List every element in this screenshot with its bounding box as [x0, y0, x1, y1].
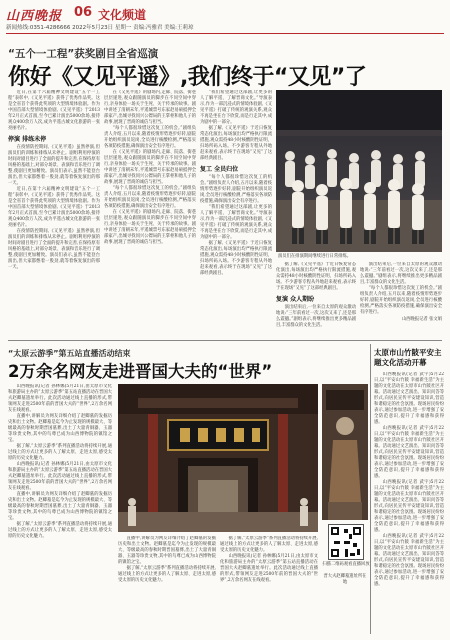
- channel-name: 文化频道: [98, 8, 147, 22]
- paragraph: 据了解,“太原云游季”系列直播活动将持续开展,通过线上的方式让更多的人了解太原、走进太原,感受太原的历史文化魅力。: [8, 522, 112, 539]
- paragraph: 山西晚报讯(记者 武宇)5月22日,以“平安山竹陂 幸福新生活”为主题的文化活动在太原市山竹陂社区开幕。活动通过文艺演出、知识问答等形式,向居民宣传平安建设知识,营造和谐稳定的社会氛围。现场居民纷纷表示,通过参加活动,进一步增强了安全防范意识,提升了幸福感和获得感。: [374, 426, 444, 479]
- paragraph: 据了解,“太原云游季”系列直播活动将持续开展,通过线上的方式让更多的人了解太原、走进太原,感受太原的历史文化魅力。: [220, 536, 318, 553]
- paragraph: 演出结束后,一位来自太原的观众激动地说:“三年前看过一次,这次又来了,还是那么震撼。”剧组表示,将继续推出更多精品剧目,丰富群众的文化生活。: [276, 305, 356, 328]
- statue-photo: [322, 384, 368, 520]
- paragraph: 近日,在第十六届精神文明建设“五个一工程”表彰中,《又见平遥》获得了优秀作品奖。这是全省首个获得此奖项的大型情境体验剧。作为中国首部大型情境体验剧,《又见平遥》于2013年2月正式首演,至今已累计演出5000余场,接待观众400余万人次,成为平遥古城文化旅游的一张亮丽名片。: [8, 90, 100, 131]
- paragraph: “我们希望通过这部剧,让更多的人了解平遥、了解晋商文化。”导演表示,作为一部沉浸式的情境体验剧,《又见平遥》打破了传统的观演关系,观众不再是坐在台下欣赏,而是行走其中,成为剧中的一部分。: [200, 90, 272, 125]
- paragraph: 山西晚报讯(记者 孙林娜)5月21日,由太原市文化和旅游局主办的“太原云游季”第五站直播活动在晋国大夫赵卿墓遗址举行。此次活动通过线上直播的形式,带领网友走进2500年前的晋国大夫的“世界”,2万余名网友在线观看。: [8, 384, 112, 413]
- paragraph: “每个人都很珍惜这次复工的机会。”剧组负责人介绍,五月以来,随着疫情形势逐步好转,剧院开始组织演员返岗,全员进行核酸检测,严格落实各项防疫措施,确保演出安全有序进行。: [104, 186, 196, 209]
- article-1-title: 你好《又见平遥》,我们终于“又见”了: [8, 65, 367, 90]
- newspaper-logo: 山西晚报: [6, 9, 63, 24]
- paragraph: 山西晚报讯(记者 孙林娜)5月21日,由太原市文化和旅游局主办的“太原云游季”第五站直播活动在晋国大夫赵卿墓遗址举行。此次活动通过线上直播的形式,带领网友走进2500年前的晋国大夫的“世界”,2万余名网友在线观看。: [220, 554, 318, 583]
- statue-caption: 晋大夫赵卿墓遗址所在地: [323, 574, 367, 585]
- paragraph: 直播中,讲解员为网友详细介绍了赵卿墓的发掘历史和出土文物。赵卿墓是迄今为止发现的规模最大、等级最高的春秋时期晋国墓葬,出土了大量青铜器、玉器等珍贵文物,其中的鸟尊已成为山西博物院的镇馆之宝。: [118, 536, 216, 565]
- paragraph: 演出结束后,一位来自太原的观众激动地说:“三年前看过一次,这次又来了,还是那么震撼。”剧组表示,将继续推出更多精品剧目,丰富群众的文化生活。: [360, 262, 442, 285]
- sidebar-title: 太原市山竹陂平安主题文化活动开幕: [374, 348, 442, 367]
- article-2-column-2: [118, 536, 216, 634]
- qr-code[interactable]: [328, 524, 364, 560]
- rehearsal-photo: [276, 90, 442, 252]
- dateline: 新闻热线:0351-4286666 2022年5月23日 星期一 责编:冯雅君 美编:王莉琼: [6, 25, 194, 31]
- article-1-column-2: [104, 90, 196, 336]
- paragraph: 据了解,《又见平遥》于近日恢复常态化演出,每场演出均严格执行限流措施,观众需持48小时核酸阴性证明、扫场所码入场。不少游客专程从外地赶来观看,表示终于在现场“又见”了这部经典剧目。: [276, 262, 356, 291]
- paragraph: 在疫情防控期间,《又见平遥》虽然停演,但演员们的训练和排练从未停止。剧组利用停演的时间对剧目进行了全面的提升和完善,在保持原有风格的基础上,对部分场景、表演和音乐进行了调整,使剧目更加精致。演员们表示,虽然不能登台演出,但大家都憋着一股劲,就等着恢复演出的那一天。: [8, 145, 100, 186]
- section-subhead: 停演 排练未停: [8, 136, 47, 143]
- byline: 山西晚报记者 张文娟: [401, 317, 442, 322]
- paragraph: 据了解,“太原云游季”系列直播活动将持续开展,通过线上的方式让更多的人了解太原、走进太原,感受太原的历史文化魅力。: [8, 444, 112, 461]
- paragraph: 在疫情防控期间,《又见平遥》虽然停演,但演员们的训练和排练从未停止。剧组利用停演的时间对剧目进行了全面的提升和完善,在保持原有风格的基础上,对部分场景、表演和音乐进行了调整,使剧目更加精致。演员们表示,虽然不能登台演出,但大家都憋着一股劲,就等着恢复演出的那一天。: [8, 229, 100, 270]
- article-2-subtitle: “太原云游季”第五站直播活动结束: [8, 349, 131, 358]
- paragraph: 在《又见平遥》的剧场内,走廊、院落、街巷层层递进,观众跟随演员的脚步在不同空间中穿行,亲身体验一场关于生死、关于传承的故事。剧中讲述了清朝末年,平遥城票号东家赵易硕抵押全部家产,出城寻找同兴公镖局的王掌柜和他儿子的故事,展现了晋商的诚信与担当。: [104, 210, 196, 245]
- qr-caption: 扫描二维码观看直播回放: [322, 562, 370, 567]
- photo-caption: 演员们在排演期间继续进行日常排练。: [278, 254, 352, 259]
- paragraph: “每个人都很珍惜这次复工的机会。”剧组负责人介绍,五月以来,随着疫情形势逐步好转,剧院开始组织演员返岗,全员进行核酸检测,严格落实各项防疫措施,确保演出安全有序进行。: [200, 175, 272, 204]
- paragraph: 据了解,《又见平遥》于近日恢复常态化演出,每场演出均严格执行限流措施,观众需持48小时核酸阴性证明、扫场所码入场。不少游客专程从外地赶来观看,表示终于在现场“又见”了这部经典剧目。: [200, 241, 272, 276]
- paragraph: “我们希望通过这部剧,让更多的人了解平遥、了解晋商文化。”导演表示,作为一部沉浸式的情境体验剧,《又见平遥》打破了传统的观演关系,观众不再是坐在台下欣赏,而是行走其中,成为剧中的一部分。: [200, 205, 272, 240]
- article-1-column-3: [200, 90, 272, 336]
- paragraph: “每个人都很珍惜这次复工的机会。”剧组负责人介绍,五月以来,随着疫情形势逐步好转,剧院开始组织演员返岗,全员进行核酸检测,严格落实各项防疫措施,确保演出安全有序进行。: [360, 286, 442, 315]
- sidebar-body: [374, 372, 444, 634]
- section-subhead: 复工 全员归位: [200, 166, 239, 173]
- column-divider: [370, 344, 371, 634]
- paragraph: “每个人都很珍惜这次复工的机会。”剧组负责人介绍,五月以来,随着疫情形势逐步好转,剧院开始组织演员返岗,全员进行核酸检测,严格落实各项防疫措施,确保演出安全有序进行。: [104, 126, 196, 149]
- masthead: [6, 4, 444, 34]
- paragraph: 在《又见平遥》的剧场内,走廊、院落、街巷层层递进,观众跟随演员的脚步在不同空间中穿行,亲身体验一场关于生死、关于传承的故事。剧中讲述了清朝末年,平遥城票号东家赵易硕抵押全部家产,出城寻找同兴公镖局的王掌柜和他儿子的故事,展现了晋商的诚信与担当。: [104, 150, 196, 185]
- paragraph: 近日,在第十六届精神文明建设“五个一工程”表彰中,《又见平遥》获得了优秀作品奖。这是全省首个获得此奖项的大型情境体验剧。作为中国首部大型情境体验剧,《又见平遥》于2013年2月正式首演,至今已累计演出5000余场,接待观众400余万人次,成为平遥古城文化旅游的一张亮丽名片。: [8, 187, 100, 228]
- article-2-title: 2万余名网友走进晋国大夫的“世界”: [8, 362, 273, 381]
- paragraph: 据了解,《又见平遥》于近日恢复常态化演出,每场演出均严格执行限流措施,观众需持48小时核酸阴性证明、扫场所码入场。不少游客专程从外地赶来观看,表示终于在现场“又见”了这部经典剧目。: [200, 126, 272, 161]
- paragraph: 山西晚报讯(记者 武宇)5月22日,以“平安山竹陂 幸福新生活”为主题的文化活动在太原市山竹陂社区开幕。活动通过文艺演出、知识问答等形式,向居民宣传平安建设知识,营造和谐稳定的社会氛围。现场居民纷纷表示,通过参加活动,进一步增强了安全防范意识,提升了幸福感和获得感。: [374, 534, 444, 587]
- paragraph: 山西晚报讯(记者 武宇)5月22日,以“平安山竹陂 幸福新生活”为主题的文化活动在太原市山竹陂社区开幕。活动通过文艺演出、知识问答等形式,向居民宣传平安建设知识,营造和谐稳定的社会氛围。现场居民纷纷表示,通过参加活动,进一步增强了安全防范意识,提升了幸福感和获得感。: [374, 480, 444, 533]
- paragraph: 山西晚报讯(记者 武宇)5月22日,以“平安山竹陂 幸福新生活”为主题的文化活动在太原市山竹陂社区开幕。活动通过文艺演出、知识问答等形式,向居民宣传平安建设知识,营造和谐稳定的社会氛围。现场居民纷纷表示,通过参加活动,进一步增强了安全防范意识,提升了幸福感和获得感。: [374, 372, 444, 425]
- page-number: 06: [74, 5, 93, 20]
- section-subhead: 复演 众人期盼: [276, 296, 315, 303]
- article-2-column-3: [220, 536, 318, 634]
- paragraph: 直播中,讲解员为网友详细介绍了赵卿墓的发掘历史和出土文物。赵卿墓是迄今为止发现的规模最大、等级最高的春秋时期晋国墓葬,出土了大量青铜器、玉器等珍贵文物,其中的鸟尊已成为山西博物院的镇馆之宝。: [8, 492, 112, 521]
- tomb-site-photo: [118, 384, 318, 532]
- paragraph: 在《又见平遥》的剧场内,走廊、院落、街巷层层递进,观众跟随演员的脚步在不同空间中穿行,亲身体验一场关于生死、关于传承的故事。剧中讲述了清朝末年,平遥城票号东家赵易硕抵押全部家产,出城寻找同兴公镖局的王掌柜和他儿子的故事,展现了晋商的诚信与担当。: [104, 90, 196, 125]
- article-1-subtitle: “五个一工程”获奖剧目全省巡演: [8, 48, 159, 60]
- paragraph: 据了解,“太原云游季”系列直播活动将持续开展,通过线上的方式让更多的人了解太原、走进太原,感受太原的历史文化魅力。: [118, 566, 216, 583]
- article-1-column-5: [360, 262, 442, 336]
- paragraph: 山西晚报讯(记者 孙林娜)5月21日,由太原市文化和旅游局主办的“太原云游季”第五站直播活动在晋国大夫赵卿墓遗址举行。此次活动通过线上直播的形式,带领网友走进2500年前的晋国大夫的“世界”,2万余名网友在线观看。: [8, 462, 112, 491]
- article-1-column-1: [8, 90, 100, 336]
- section-divider: [8, 340, 442, 341]
- article-2-column-1: [8, 384, 112, 634]
- paragraph: 直播中,讲解员为网友详细介绍了赵卿墓的发掘历史和出土文物。赵卿墓是迄今为止发现的规模最大、等级最高的春秋时期晋国墓葬,出土了大量青铜器、玉器等珍贵文物,其中的鸟尊已成为山西博物院的镇馆之宝。: [8, 414, 112, 443]
- article-1-column-4: [276, 262, 356, 336]
